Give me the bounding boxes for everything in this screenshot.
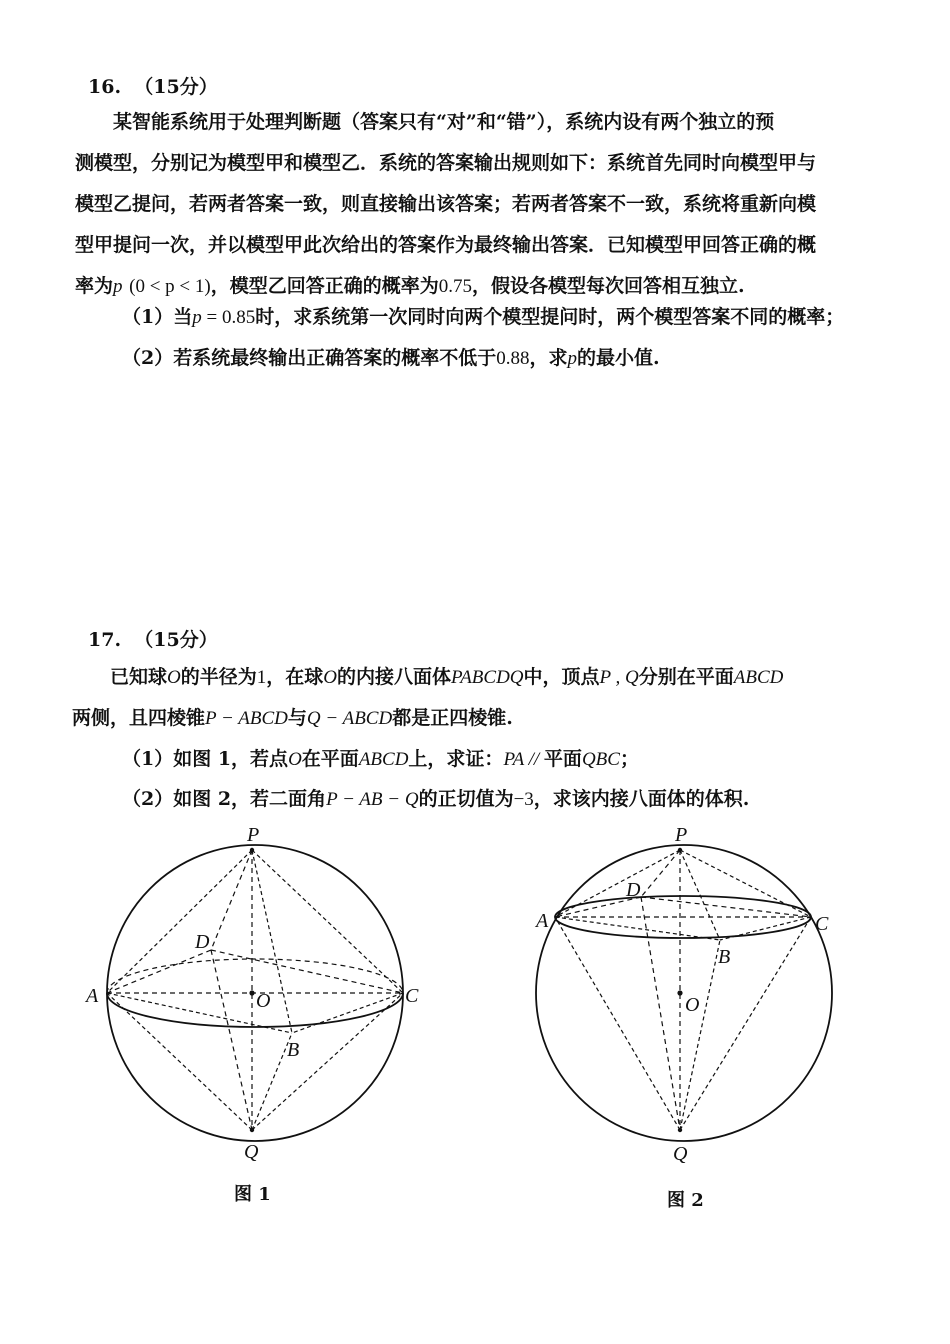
fig2-edge-BC xyxy=(720,917,811,940)
q16-line-1: 某智能系统用于处理判断题（答案只有“对”和“错”），系统内设有两个独立的预 xyxy=(113,111,775,133)
fig1-center-point xyxy=(249,990,254,995)
fig1-equator-back xyxy=(107,959,403,993)
fig1-label-P: P xyxy=(247,824,260,846)
fig2-edge-DC xyxy=(641,897,811,917)
q16-line-3: 模型乙提问，若两者答案一致，则直接输出该答案；若两者答案不一致，系统将重新向模 xyxy=(75,193,817,215)
fig1-edge-DQ xyxy=(211,950,252,1130)
q17-part-2: （2）如图 2，若二面角P − AB − Q的正切值为−3，求该内接八面体的体积. xyxy=(122,788,750,810)
fig1-edge-QA xyxy=(107,993,252,1130)
q17-stem xyxy=(72,657,887,739)
fig2-sphere xyxy=(536,845,832,1141)
fig2-label-B: B xyxy=(718,946,731,968)
fig1-edge-PA xyxy=(107,850,252,993)
q16-line-5: 率为p (0 < p < 1)，模型乙回答正确的概率为0.75，假设各模型每次回答相互独立. xyxy=(75,275,745,297)
fig2-edge-QB xyxy=(680,940,720,1130)
q16-stem xyxy=(75,102,887,307)
fig1-label-O: O xyxy=(256,990,271,1012)
fig1-point-P xyxy=(250,848,254,852)
figure-1-caption: 图 1 xyxy=(234,1184,271,1205)
fig1-edge-PC xyxy=(252,850,403,993)
fig2-label-P: P xyxy=(675,824,688,846)
fig2-section-back xyxy=(555,896,811,917)
fig1-edge-QC xyxy=(252,993,403,1130)
fig1-edge-BC xyxy=(292,993,403,1033)
fig1-label-C: C xyxy=(405,985,419,1007)
fig1-edge-DC xyxy=(211,950,403,993)
fig2-point-Q xyxy=(678,1128,682,1132)
fig1-edge-PD xyxy=(211,850,252,950)
fig1-label-Q: Q xyxy=(244,1141,259,1163)
fig1-label-A: A xyxy=(86,985,99,1007)
fig2-edge-PC xyxy=(680,850,811,917)
fig2-label-O: O xyxy=(685,994,700,1016)
q16-line-4: 型甲提问一次，并以模型甲此次给出的答案作为最终输出答案．已知模型甲回答正确的概 xyxy=(75,234,817,256)
fig2-label-D: D xyxy=(626,879,641,901)
fig1-label-D: D xyxy=(195,931,210,953)
fig2-label-A: A xyxy=(536,910,549,932)
figure-1 xyxy=(80,815,440,1175)
fig2-center-point xyxy=(677,990,682,995)
q16-number: 16. （15分） xyxy=(88,76,218,98)
q17-points: （15分） xyxy=(134,629,218,651)
q17-number: 17. （15分） xyxy=(88,629,218,651)
q16-part-2: （2）若系统最终输出正确答案的概率不低于0.88，求p的最小值. xyxy=(122,347,660,369)
q16-line-2: 测模型，分别记为模型甲和模型乙．系统的答案输出规则如下：系统首先同时向模型甲与 xyxy=(75,152,817,174)
fig2-label-Q: Q xyxy=(673,1143,688,1165)
fig1-edge-DA xyxy=(107,950,211,993)
q17-line-1: 已知球O的半径为1，在球O的内接八面体PABCDQ中，顶点P , Q分别在平面ABCD xyxy=(110,666,784,688)
q16-points: （15分） xyxy=(134,76,218,98)
fig2-edge-QA xyxy=(555,917,680,1130)
fig1-edge-QB xyxy=(252,1033,292,1130)
figure-2 xyxy=(520,815,845,1175)
fig1-label-B: B xyxy=(287,1039,300,1061)
fig2-edge-PD xyxy=(641,850,680,897)
fig2-label-C: C xyxy=(815,913,829,935)
q17-part-1: （1）如图 1，若点O在平面ABCD上，求证：PA // 平面QBC； xyxy=(122,748,639,770)
figure-2-caption: 图 2 xyxy=(667,1190,704,1211)
fig2-edge-PB xyxy=(680,850,720,940)
q17-line-2: 两侧，且四棱锥P − ABCD与Q − ABCD都是正四棱锥. xyxy=(72,707,513,729)
fig2-edge-QC xyxy=(680,917,811,1130)
fig1-equator-front xyxy=(107,993,403,1027)
fig2-point-P xyxy=(678,848,682,852)
fig1-point-Q xyxy=(250,1128,254,1132)
q16-part-1: （1）当p = 0.85时，求系统第一次同时向两个模型提问时，两个模型答案不同的概率； xyxy=(122,306,845,328)
